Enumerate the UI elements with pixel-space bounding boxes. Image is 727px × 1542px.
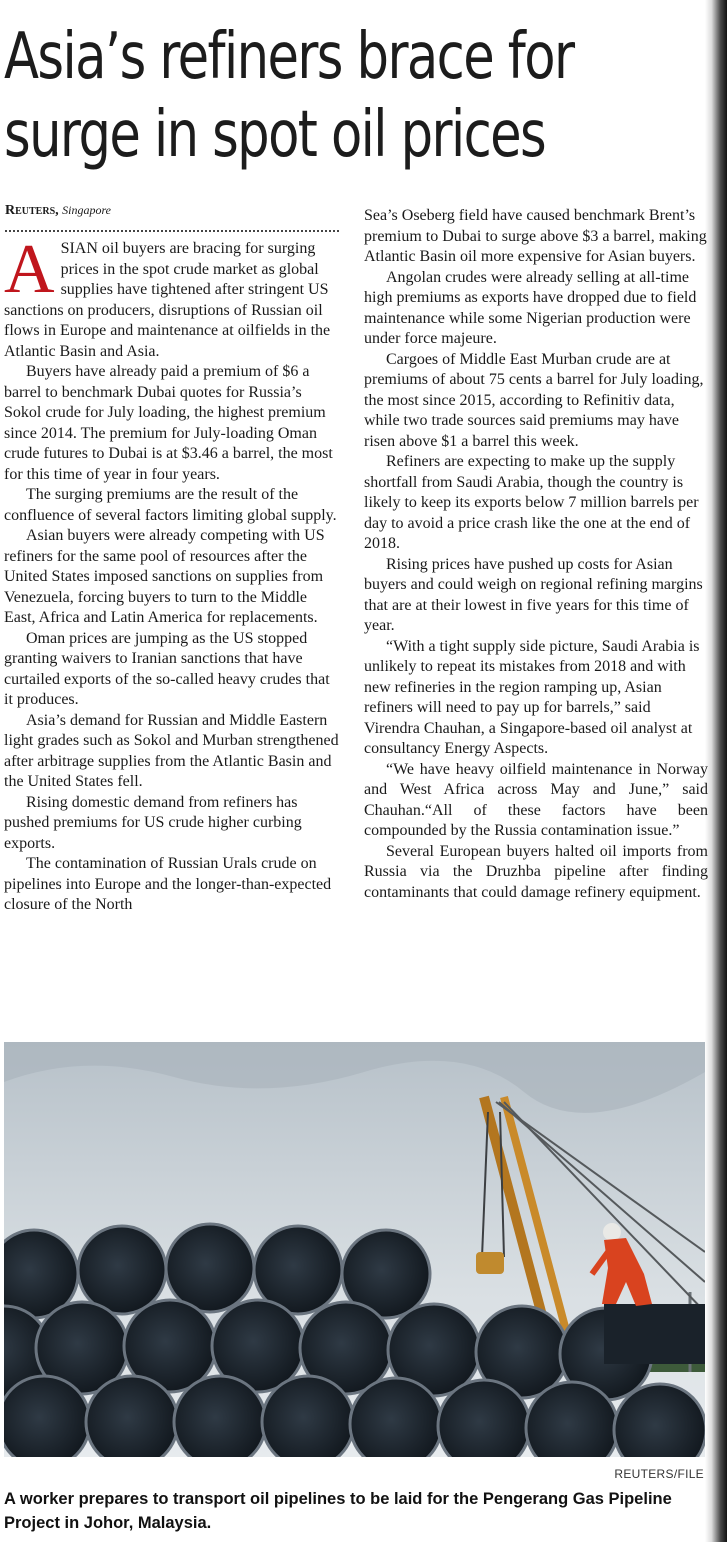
paragraph [4,231,340,362]
paragraph: Angolan crudes were already selling at all-time high premiums as exports have dropped due to field maintenance while some Nigerian production were under force majeure. [364,268,697,347]
news-photo [4,1042,705,1457]
pipe-end [4,1376,90,1457]
paragraph: Oman prices are jumping as the US stopped granting waivers to Iranian sanctions that have curtailed exports of the so-called heavy crudes that it produces. [4,629,330,708]
paragraph: “With a tight supply side picture, Saudi Arabia is unlikely to repeat its mistakes from 2018 and with new refineries in the region ramping up, Asian refiners will need to pay up for barrels,” said Virendra Chauhan, a Singapore-based oil analyst at consultancy Energy Aspects. [364,637,700,757]
pipe-end [78,1226,166,1314]
paragraph: Refiners are expecting to make up the supply shortfall from Saudi Arabia, though the country is likely to keep its exports below 7 million barrels per day to avoid a price crash like the one at the end of 2018. [364,453,699,552]
paragraph: The surging premiums are the result of the confluence of several factors limiting global supply. [4,486,337,524]
photo-credit: REUTERS/FILE [614,1467,704,1481]
drop-cap: A [4,231,55,308]
paragraph: Cargoes of Middle East Murban crude are at premiums of about 75 cents a barrel for July loading, the most since 2015, according to Refinitiv data, while two trade sources said premiums may have risen above $1 a barrel this week. [364,350,704,450]
photo-caption: A worker prepares to transport oil pipelines to be laid for the Pengerang Gas Pipeline Project in Johor, Malaysia. [4,1490,672,1532]
pipe-end [262,1376,354,1457]
byline-location: Singapore [62,203,112,217]
headline-line-2: surge in spot oil prices [4,98,546,172]
article-column-1 [4,231,340,916]
paragraph: Buyers have already paid a premium of $6 a barrel to benchmark Dubai quotes for Russia’s Sokol crude for July loading, the highest premium since 2014. The premium for July-loading Oman crude futures to Dubai is at $3.46 a barrel, the most for this time of year in four years. [4,363,333,483]
paragraph: Asia’s demand for Russian and Middle Eastern light grades such as Sokol and Murban strengthened after arbitrage supplies from the Atlantic Basin and the United States fell. [4,711,339,790]
pipe-end [526,1382,618,1457]
paragraph: The contamination of Russian Urals crude on pipelines into Europe and the longer-than-expected closure of the North [4,855,332,913]
byline-source: Reuters, [5,203,59,218]
pipeline-photo-illustration [4,1042,705,1457]
hook-block [476,1252,504,1274]
pipe-body [604,1304,705,1364]
pipe-end [438,1380,530,1457]
byline [5,201,341,220]
headline [4,18,574,174]
pipe-end [86,1376,178,1457]
paragraph: Sea’s Oseberg field have caused benchmark Brent’s premium to Dubai to surge above $3 a barrel, making Atlantic Basin oil more expensive for Asian buyers. [364,207,707,265]
article-column-2 [364,206,708,903]
dotted-divider [5,230,339,232]
pipe-end [350,1378,442,1457]
pipe-end [174,1376,266,1457]
paragraph: “We have heavy oilfield maintenance in Norway and West Africa across May and June,” said Chauhan.“All of these factors have been compounded by the Russia contamination issue.” [364,760,708,839]
paragraph: Asian buyers were already competing with US refiners for the same pool of resources after the United States imposed sanctions on supplies from Venezuela, forcing buyers to turn to the Middle East, Africa and Latin America for replacements. [4,527,325,626]
headline-line-1: Asia’s refiners brace for [4,20,574,94]
paragraph: Several European buyers halted oil imports from Russia via the Druzhba pipeline after finding contaminants that could damage refinery equipment. [364,842,708,901]
paragraph: Rising domestic demand from refiners has pushed premiums for US crude higher curbing exports. [4,793,302,852]
page-edge-shadow [705,0,727,1542]
pipe-end [166,1224,254,1312]
paragraph-text: SIAN oil buyers are bracing for surging prices in the spot crude market as global supplies have tightened after stringent US sanctions on producers, disruptions of Russian oil flows in Europe and maintenance at oilfields in the Atlantic Basin and Asia. [4,240,331,360]
paragraph: Rising prices have pushed up costs for Asian buyers and could weigh on regional refining margins that are at their lowest in five years for this time of year. [364,555,703,634]
worker-helmet [603,1223,621,1241]
